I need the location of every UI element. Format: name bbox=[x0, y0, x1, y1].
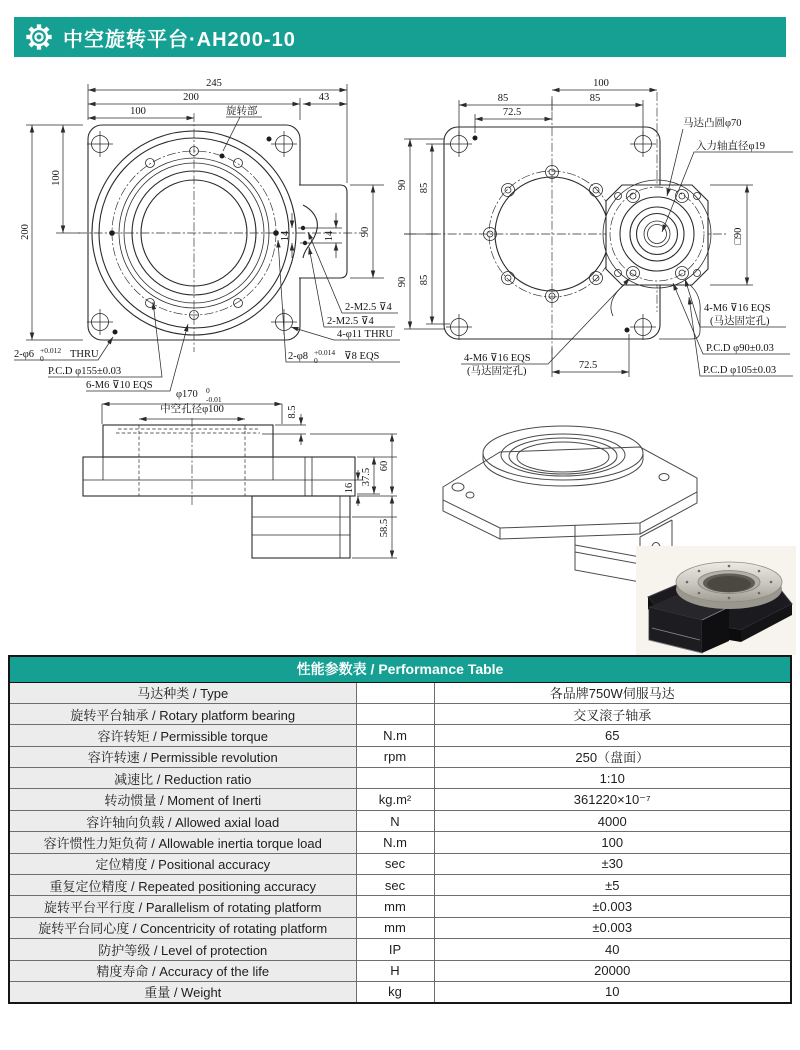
spec-unit bbox=[356, 768, 434, 789]
annotation-tol: 0 bbox=[40, 354, 44, 363]
annotation-tol: +0.014 bbox=[314, 348, 336, 357]
dim-label: 90 bbox=[360, 226, 371, 238]
spec-unit: sec bbox=[356, 853, 434, 874]
annotation: ⊽8 EQS bbox=[344, 351, 380, 362]
table-header-row bbox=[9, 656, 791, 682]
table-row bbox=[9, 789, 791, 810]
annotation: 入力轴直径φ19 bbox=[696, 141, 766, 152]
table-row bbox=[9, 853, 791, 874]
spec-unit: sec bbox=[356, 875, 434, 896]
table-row bbox=[9, 939, 791, 960]
dim-label: 72.5 bbox=[578, 360, 598, 371]
spec-label: 容许转矩 / Permissible torque bbox=[9, 725, 356, 746]
dim-label: 72.5 bbox=[502, 107, 522, 118]
spec-value: 250（盘面） bbox=[434, 746, 791, 767]
table-row bbox=[9, 960, 791, 981]
spec-label: 精度寿命 / Accuracy of the life bbox=[9, 960, 356, 981]
spec-label: 马达种类 / Type bbox=[9, 682, 356, 703]
spec-unit: IP bbox=[356, 939, 434, 960]
dim-label: 90 bbox=[397, 276, 408, 288]
dim-label: 16 bbox=[344, 482, 355, 494]
table-title: 性能参数表 / Performance Table bbox=[9, 656, 791, 682]
annotation: 6-M6 ⊽10 EQS bbox=[86, 380, 153, 391]
annotation-tol: 0 bbox=[314, 356, 318, 365]
annotation: 2-φ6 bbox=[14, 349, 35, 360]
spec-label: 容许惯性力矩负荷 / Allowable inertia torque load bbox=[9, 832, 356, 853]
dim-label: 85 bbox=[589, 93, 601, 104]
dim-label: 14 bbox=[324, 230, 335, 242]
spec-label: 旋转平台轴承 / Rotary platform bearing bbox=[9, 703, 356, 724]
spec-value: ±30 bbox=[434, 853, 791, 874]
dim-label: 85 bbox=[419, 274, 430, 286]
spec-label: 防护等级 / Level of protection bbox=[9, 939, 356, 960]
annotation: 2-M2.5 ⊽4 bbox=[327, 316, 374, 327]
dim-label: 100 bbox=[593, 78, 609, 89]
annotation: 4-M6 ⊽16 EQS bbox=[704, 303, 771, 314]
spec-unit: kg bbox=[356, 981, 434, 1002]
spec-unit: N.m bbox=[356, 832, 434, 853]
dim-label: 85 bbox=[419, 182, 430, 194]
spec-label: 定位精度 / Positional accuracy bbox=[9, 853, 356, 874]
spec-unit bbox=[356, 703, 434, 724]
dim-label: 58.5 bbox=[379, 518, 390, 538]
spec-label: 重复定位精度 / Repeated positioning accuracy bbox=[9, 875, 356, 896]
dim-tol: 0 bbox=[206, 386, 210, 395]
annotation-tol: +0.012 bbox=[40, 346, 62, 355]
spec-value: 40 bbox=[434, 939, 791, 960]
spec-value: 10 bbox=[434, 981, 791, 1002]
dim-label: □90 bbox=[733, 227, 744, 245]
spec-unit: mm bbox=[356, 917, 434, 938]
dim-label: 60 bbox=[379, 460, 390, 472]
spec-unit: rpm bbox=[356, 746, 434, 767]
table-row bbox=[9, 875, 791, 896]
spec-value: ±0.003 bbox=[434, 896, 791, 917]
technical-drawings bbox=[0, 63, 800, 655]
dim-label: 245 bbox=[206, 78, 222, 89]
spec-value: 各品牌750W伺服马达 bbox=[434, 682, 791, 703]
table-row bbox=[9, 703, 791, 724]
spec-value: 1:10 bbox=[434, 768, 791, 789]
spec-value: 20000 bbox=[434, 960, 791, 981]
spec-label: 重量 / Weight bbox=[9, 981, 356, 1002]
spec-unit: H bbox=[356, 960, 434, 981]
spec-value: ±5 bbox=[434, 875, 791, 896]
rotating-part-label: 旋转部 bbox=[226, 106, 258, 117]
dim-label: 37.5 bbox=[361, 467, 372, 487]
annotation: (马达固定孔) bbox=[710, 316, 770, 327]
annotation: 4-φ11 THRU bbox=[337, 329, 394, 340]
table-row bbox=[9, 896, 791, 917]
spec-value: 361220×10⁻⁷ bbox=[434, 789, 791, 810]
annotation: P.C.D φ155±0.03 bbox=[48, 366, 122, 377]
dim-label: 100 bbox=[130, 106, 146, 117]
dim-tol: -0.01 bbox=[206, 395, 222, 404]
annotation: 4-M6 ⊽16 EQS bbox=[464, 353, 531, 364]
dim-label: 8.5 bbox=[287, 405, 298, 419]
spec-value: ±0.003 bbox=[434, 917, 791, 938]
table-row bbox=[9, 682, 791, 703]
rear-view-drawing bbox=[397, 78, 793, 377]
dim-label: φ170 bbox=[176, 389, 198, 400]
spec-label: 容许轴向负载 / Allowed axial load bbox=[9, 810, 356, 831]
annotation: (马达固定孔) bbox=[467, 366, 527, 377]
table-row bbox=[9, 810, 791, 831]
spec-unit bbox=[356, 682, 434, 703]
spec-value: 65 bbox=[434, 725, 791, 746]
front-view-drawing bbox=[14, 78, 400, 391]
spec-unit: kg.m² bbox=[356, 789, 434, 810]
gear-icon bbox=[24, 22, 54, 52]
dim-label: 200 bbox=[183, 92, 199, 103]
spec-unit: mm bbox=[356, 896, 434, 917]
dim-label: 200 bbox=[20, 224, 31, 240]
page-title: 中空旋转平台·AH200-10 bbox=[63, 28, 296, 51]
dim-label: 中空孔径φ100 bbox=[160, 404, 224, 415]
annotation: THRU bbox=[70, 349, 99, 360]
dim-label: 85 bbox=[497, 93, 509, 104]
spec-label: 转动惯量 / Moment of Inerti bbox=[9, 789, 356, 810]
spec-label: 旋转平台同心度 / Concentricity of rotating platform bbox=[9, 917, 356, 938]
spec-label: 减速比 / Reduction ratio bbox=[9, 768, 356, 789]
spec-value: 100 bbox=[434, 832, 791, 853]
spec-unit: N bbox=[356, 810, 434, 831]
spec-label: 容许转速 / Permissible revolution bbox=[9, 746, 356, 767]
spec-value: 4000 bbox=[434, 810, 791, 831]
performance-table bbox=[8, 655, 792, 1004]
table-row bbox=[9, 725, 791, 746]
table-row bbox=[9, 832, 791, 853]
spec-value: 交叉滚子轴承 bbox=[434, 703, 791, 724]
table-row bbox=[9, 768, 791, 789]
table-row bbox=[9, 917, 791, 938]
product-photo bbox=[636, 546, 796, 655]
section-view-drawing bbox=[83, 386, 397, 558]
annotation: 马达凸圆φ70 bbox=[683, 118, 742, 129]
annotation: P.C.D φ90±0.03 bbox=[706, 343, 774, 354]
dim-label: 43 bbox=[318, 92, 330, 103]
dim-label: 100 bbox=[51, 170, 62, 186]
spec-unit: N.m bbox=[356, 725, 434, 746]
table-row bbox=[9, 746, 791, 767]
annotation: 2-M2.5 ⊽4 bbox=[345, 302, 392, 313]
spec-label: 旋转平台平行度 / Parallelism of rotating platform bbox=[9, 896, 356, 917]
annotation: 2-φ8 bbox=[288, 351, 309, 362]
dim-label: 90 bbox=[397, 179, 408, 191]
annotation: P.C.D φ105±0.03 bbox=[703, 365, 777, 376]
dim-label: 14 bbox=[280, 230, 291, 242]
page-header bbox=[14, 17, 786, 57]
table-row bbox=[9, 981, 791, 1002]
